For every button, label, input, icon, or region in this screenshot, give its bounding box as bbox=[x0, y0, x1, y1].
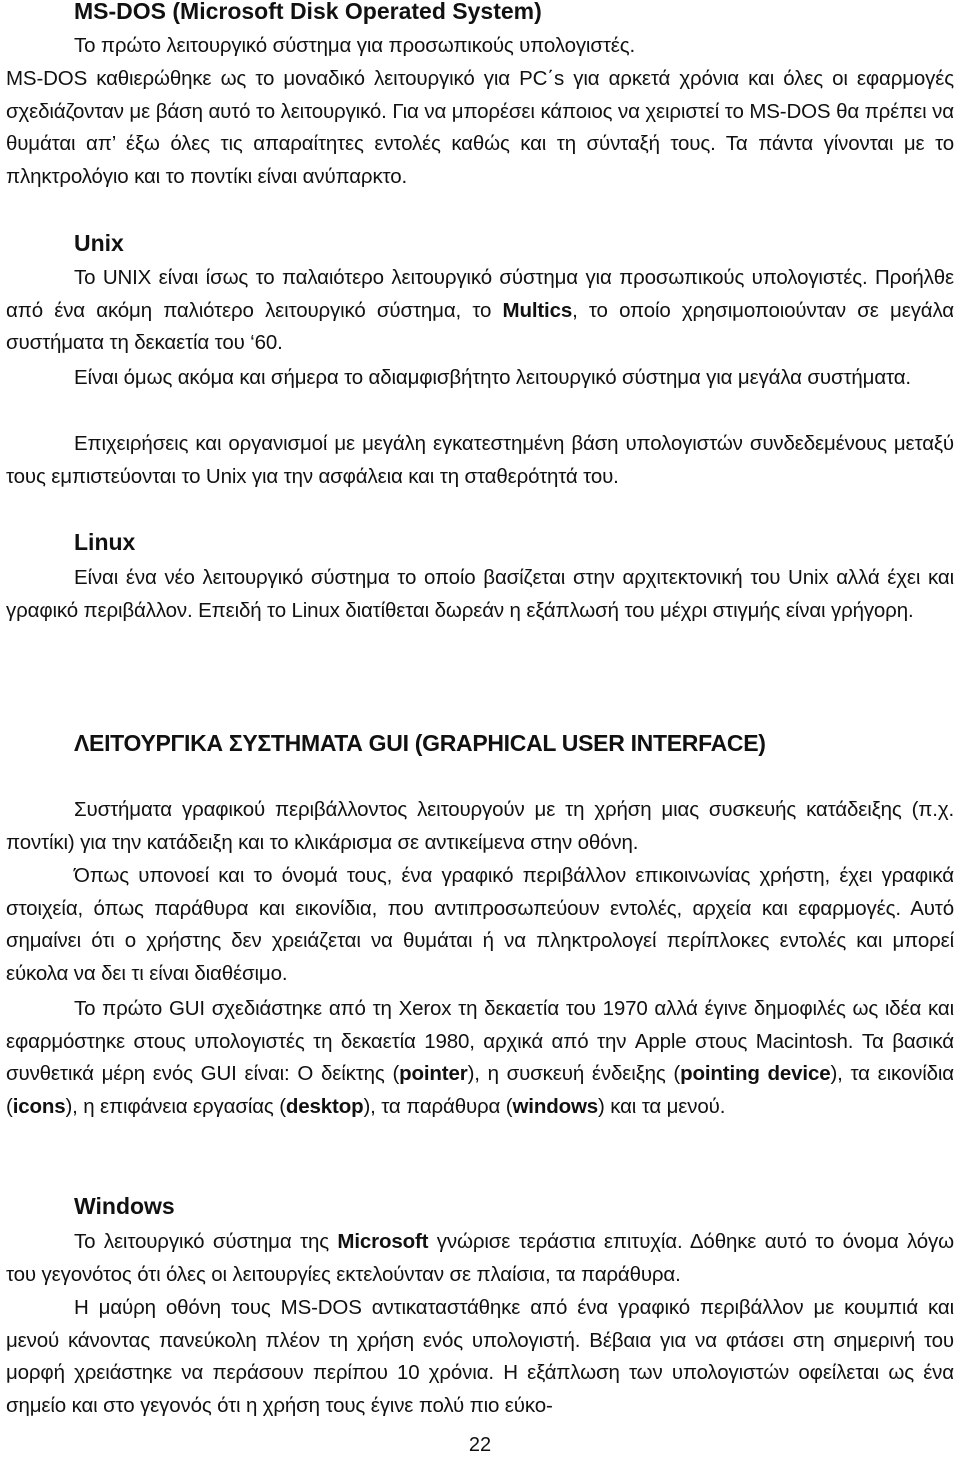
windows-paragraph-2: Η μαύρη οθόνη τους MS-DOS αντικαταστάθηκε από ένα γραφικό περιβάλλον με κουμπιά και μενού κάνοντας πανεύκολη πλέον τη χρήση ενός υπολογιστή. Βέβαια για να φτάσει στη σημερινή του μορφή χρειάστηκε να περάσουν περίπου 10 χρόνια. Η εξάπλωση των υπολογιστών οφείλεται ως ένα σημείο και στο γεγονός ότι η χρήση τους έγινε πολύ πιο εύκο- bbox=[6, 1296, 954, 1417]
gui-p3-text-f: ) και τα μενού. bbox=[598, 1094, 726, 1118]
msdos-paragraph-2: MS-DOS καθιερώθηκε ως το μοναδικό λειτουργικό για PC΄s για αρκετά χρόνια και όλες οι εφαρμογές σχεδιάζονταν με βάση αυτό το λειτουργικό. Για να μπορέσει κάποιος να χειριστεί το MS-DOS θα πρέπει να θυμάται απ’ έξω όλες τις απαραίτητες εντολές καθώς και τη σύνταξή τους. Τα πάντα γίνονται με το πληκτρολόγιο και το ποντίκι είναι ανύπαρκτο. bbox=[6, 67, 954, 188]
gui-p3-text-c: ), τα εικονίδια ( bbox=[6, 1062, 954, 1118]
heading-unix: Unix bbox=[74, 230, 124, 256]
gui-paragraph-2: Όπως υπονοεί και το όνομά τους, ένα γραφικό περιβάλλον επικοινωνίας χρήστη, έχει γραφικά στοιχεία, όπως παράθυρα και εικονίδια, που αντιπροσωπεύουν εντολές, αρχεία και εφαρμογές. Αυτό σημαίνει ότι ο χρήστης δεν χρειάζεται να θυμάται ή να πληκτρολογεί περίπλοκες εντολές και μπορεί εύκολα να δει τι είναι διαθέσιμο. bbox=[6, 864, 954, 985]
unix-paragraph-1 bbox=[6, 262, 954, 360]
windows-p1-text-b: γνώρισε τεράστια επιτυχία. Δόθηκε αυτό το όνομα λόγω του γεγονότος ότι όλες οι λειτουργίες εκτελούνταν σε πλαίσια, τα παράθυρα. bbox=[6, 1230, 954, 1286]
heading-windows: Windows bbox=[74, 1193, 175, 1219]
term-pointing-device: pointing device bbox=[680, 1062, 831, 1085]
term-pointer: pointer bbox=[399, 1062, 468, 1085]
microsoft-term: Microsoft bbox=[337, 1230, 429, 1253]
unix-p1-text-a: Το UNIX είναι ίσως το παλαιότερο λειτουργικό σύστημα για προσωπικούς υπολογιστές. Προήλθε από ένα ακόμη παλιότερο λειτουργικό σύστημα, το bbox=[6, 266, 954, 322]
heading-gui: ΛΕΙΤΟΥΡΓΙΚΑ ΣΥΣΤΗΜΑΤΑ GUI (GRAPHICAL USER INTERFACE) bbox=[74, 730, 766, 756]
windows-paragraph-1 bbox=[6, 1226, 954, 1291]
gui-p3-text-d: ), η επιφάνεια εργασίας ( bbox=[65, 1094, 286, 1118]
heading-msdos: MS-DOS (Microsoft Disk Operated System) bbox=[74, 0, 542, 24]
windows-p1-text-a: Το λειτουργικό σύστημα της bbox=[74, 1230, 338, 1253]
linux-paragraph-1: Είναι ένα νέο λειτουργικό σύστημα το οποίο βασίζεται στην αρχιτεκτονική του Unix αλλά έχει και γραφικό περιβάλλον. Επειδή το Linux διατίθεται δωρεάν η εξάπλωσή του μέχρι στιγμής είναι γρήγορη. bbox=[6, 566, 954, 622]
msdos-paragraph-1: Το πρώτο λειτουργικό σύστημα για προσωπικούς υπολογιστές. bbox=[74, 34, 636, 57]
gui-p3-text-e: ), τα παράθυρα ( bbox=[363, 1094, 513, 1118]
heading-linux: Linux bbox=[74, 529, 136, 555]
term-windows: windows bbox=[512, 1094, 598, 1118]
unix-paragraph-3: Επιχειρήσεις και οργανισμοί με μεγάλη εγκατεστημένη βάση υπολογιστών συνδεδεμένους μεταξύ τους εμπιστεύονται το Unix για την ασφάλεια και τη σταθερότητά του. bbox=[6, 432, 954, 488]
gui-paragraph-1: Συστήματα γραφικού περιβάλλοντος λειτουργούν με τη χρήση μιας συσκευής κατάδειξης (π.χ. ποντίκι) για την κατάδειξη και το κλικάρισμα σε αντικείμενα στην οθόνη. bbox=[6, 798, 954, 854]
gui-p3-text-b: ), η συσκευή ένδειξης ( bbox=[467, 1062, 681, 1085]
page-number: 22 bbox=[468, 1434, 492, 1456]
multics-term: Multics bbox=[502, 298, 573, 322]
gui-paragraph-3 bbox=[6, 993, 954, 1123]
unix-paragraph-2: Είναι όμως ακόμα και σήμερα το αδιαμφισβήτητο λειτουργικό σύστημα για μεγάλα συστήματα. bbox=[74, 366, 911, 389]
unix-p1-text-b: , το οποίο χρησιμοποιούνταν σε μεγάλα συστήματα τη δεκαετία του ‘60. bbox=[6, 298, 954, 354]
gui-p3-text-a: Το πρώτο GUI σχεδιάστηκε από τη Xerox τη δεκαετία του 1970 αλλά έγινε δημοφιλές ως ιδέα και εφαρμόστηκε στους υπολογιστές τη δεκαετία 1980, αρχικά από την Apple στους Macintosh. Τα βασικά συνθετικά μέρη ενός GUI είναι: Ο δείκτης ( bbox=[6, 997, 954, 1085]
term-desktop: desktop bbox=[285, 1094, 364, 1118]
term-icons: icons bbox=[12, 1094, 66, 1118]
